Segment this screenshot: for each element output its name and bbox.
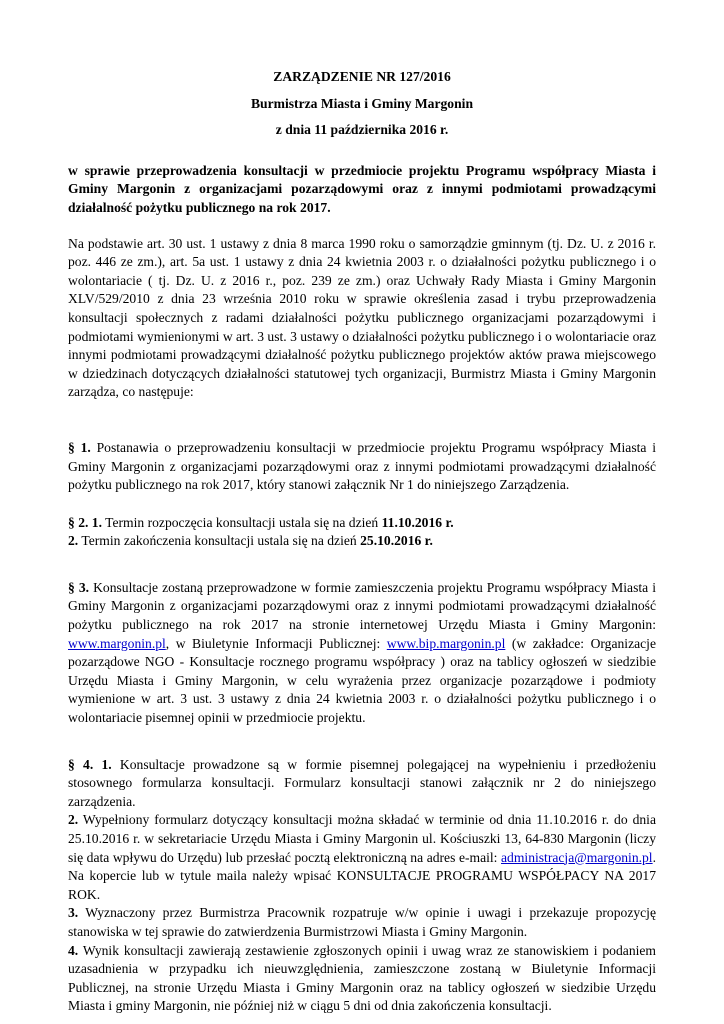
section-4-item-4-number: 4. bbox=[68, 942, 79, 958]
section-2-item-1-text: Termin rozpoczęcia konsultacji ustala się na dzień bbox=[101, 514, 382, 530]
section-2-number: § 2. 1. bbox=[68, 514, 102, 530]
section-4-item-2-text-b: . Na kopercie lub w tytule maila należy wpisać KONSULTACJE PROGRAMU WSPÓŁPACY NA 2017 ROK. bbox=[68, 849, 656, 902]
section-4-number: § 4. 1. bbox=[68, 756, 112, 772]
start-date: 11.10.2016 r. bbox=[381, 514, 454, 530]
section-4-item-1-text: Konsultacje prowadzone są w formie pisemnej polegającej na wypełnieniu i przedłożeniu stosownego formularza konsultacji. Formularz konsultacji stanowi załącznik nr 2 do niniejszego zarządzenia. bbox=[68, 756, 657, 809]
section-4 bbox=[68, 756, 656, 1016]
section-3-text-b: , w Biuletynie Informacji Publicznej: bbox=[165, 635, 387, 651]
section-2-item-2 bbox=[68, 532, 656, 551]
section-4-item-3-number: 3. bbox=[68, 905, 79, 921]
document-date: z dnia 11 października 2016 r. bbox=[275, 122, 449, 138]
section-2-item-2-number: 2. bbox=[68, 533, 79, 549]
section-4-item-2-number: 2. bbox=[68, 812, 79, 828]
section-3-number: § 3. bbox=[68, 579, 90, 595]
section-2 bbox=[68, 514, 656, 551]
end-date: 25.10.2016 r. bbox=[360, 533, 433, 549]
section-2-item-2-text: Termin zakończenia konsultacji ustala się na dzień bbox=[78, 533, 361, 549]
section-3-text-c: (w zakładce: Organizacje pozarządowe NGO - Konsultacje rocznego programu współpracy ) oraz na tablicy ogłoszeń w siedzibie Urzędu Miasta i Gminy Margonin, w celu wyrażenia przez organizacje pozarządowe i podmioty wymienione w art. 3 ust. 3 ustawy z dnia 24 kwietnia 2003 r. o działalności pożytku publicznego i o wolontariacie pisemnej opinii w przedmiocie projektu. bbox=[68, 635, 656, 726]
document-subject: w sprawie przeprowadzenia konsultacji w przedmiocie projektu Programu współpracy Miasta i Gminy Margonin z organizacjami pozarządowymi oraz z innymi podmiotami prowadzącymi działalność pożytku publicznego na rok 2017. bbox=[68, 162, 656, 215]
bip-website-link[interactable]: www.bip.margonin.pl bbox=[386, 635, 506, 651]
section-4-item-2 bbox=[68, 811, 656, 904]
margonin-website-link[interactable]: www.margonin.pl bbox=[68, 635, 166, 651]
section-4-item-4 bbox=[68, 942, 656, 1016]
section-3-text-a: Konsultacje zostaną przeprowadzone w formie zamieszczenia projektu Programu współpracy Miasta i Gminy Margonin z organizacjami pozarządowymi oraz z innymi podmiotami prowadzącymi działalność pożytku publicznego na rok 2017 na stronie internetowej Urzędu Miasta i Gminy Margonin: bbox=[68, 579, 657, 633]
section-1-number: § 1. bbox=[68, 439, 91, 455]
section-4-item-1 bbox=[68, 756, 656, 812]
section-1 bbox=[68, 439, 656, 495]
section-2-item-1 bbox=[68, 514, 656, 533]
section-4-item-2-text-a: Wypełniony formularz dotyczący konsultacji można składać w terminie od dnia 11.10.2016 r. do dnia 25.10.2016 r. w sekretariacie Urzędu Miasta i Gminy Margonin ul. Kościuszki 13, 64-830 Margonin (liczy się data wpływu do Urzędu) lub przesłać pocztą elektroniczną na adres e-mail: bbox=[68, 812, 656, 865]
email-link[interactable]: administracja@margonin.pl bbox=[501, 849, 653, 865]
section-4-item-4-text: Wynik konsultacji zawierają zestawienie zgłoszonych opinii i uwag wraz ze stanowiskiem i podaniem uzasadnienia w przypadku ich nieuwzględnienia, zamieszczone zostaną w Biuletynie Informacji Publicznej, na stronie Urzędu Miasta i Gminy Margonin oraz na tablicy ogłoszeń w siedzibie Urzędu Miasta i gminy Margonin, nie później niż w ciągu 5 dni od dnia zakończenia konsultacji. bbox=[68, 942, 656, 1014]
document-page bbox=[68, 68, 656, 1016]
section-4-item-3 bbox=[68, 904, 656, 941]
section-1-text: Postanawia o przeprowadzeniu konsultacji w przedmiocie projektu Programu współpracy Miasta i Gminy Margonin z organizacjami pozarządowymi oraz z innymi podmiotami prowadzącymi działalność pożytku publicznego na rok 2017, który stanowi załącznik Nr 1 do niniejszego Zarządzenia. bbox=[68, 439, 657, 493]
legal-basis-paragraph: Na podstawie art. 30 ust. 1 ustawy z dnia 8 marca 1990 roku o samorządzie gminnym (tj. Dz. U. z 2016 r. poz. 446 ze zm.), art. 5a ust. 1 ustawy z dnia 24 kwietnia 2003 r. o działalności pożytku publicznego i o wolontariacie ( tj. Dz. U. z 2016 r., poz. 239 ze zm.) oraz Uchwały Rady Miasta i Gminy Margonin XLV/529/2010 z dnia 23 września 2010 roku w sprawie określenia zasad i trybu przeprowadzenia konsultacji społecznych z radami działalności pożytku publicznego organizacjami pozarządowymi i podmiotami wymienionymi w art. 3 ust. 3 ustawy o działalności pożytku publicznego i o wolontariacie oraz innymi podmiotami prowadzącymi działalność pożytku publicznego projektów aktów prawa miejscowego w dziedzinach dotyczących działalności statutowej tych organizacji, Burmistrz Miasta i Gminy Margonin zarządza, co następuje: bbox=[68, 235, 656, 400]
section-3 bbox=[68, 579, 656, 728]
section-4-item-3-text: Wyznaczony przez Burmistrza Pracownik rozpatruje w/w opinie i uwagi i przekazuje propozycję stanowiska w tej sprawie do zatwierdzenia Burmistrzowi Miasta i Gminy Margonin. bbox=[68, 905, 656, 939]
document-title: ZARZĄDZENIE NR 127/2016 bbox=[273, 69, 451, 84]
document-issuer: Burmistrza Miasta i Gminy Margonin bbox=[250, 95, 473, 111]
